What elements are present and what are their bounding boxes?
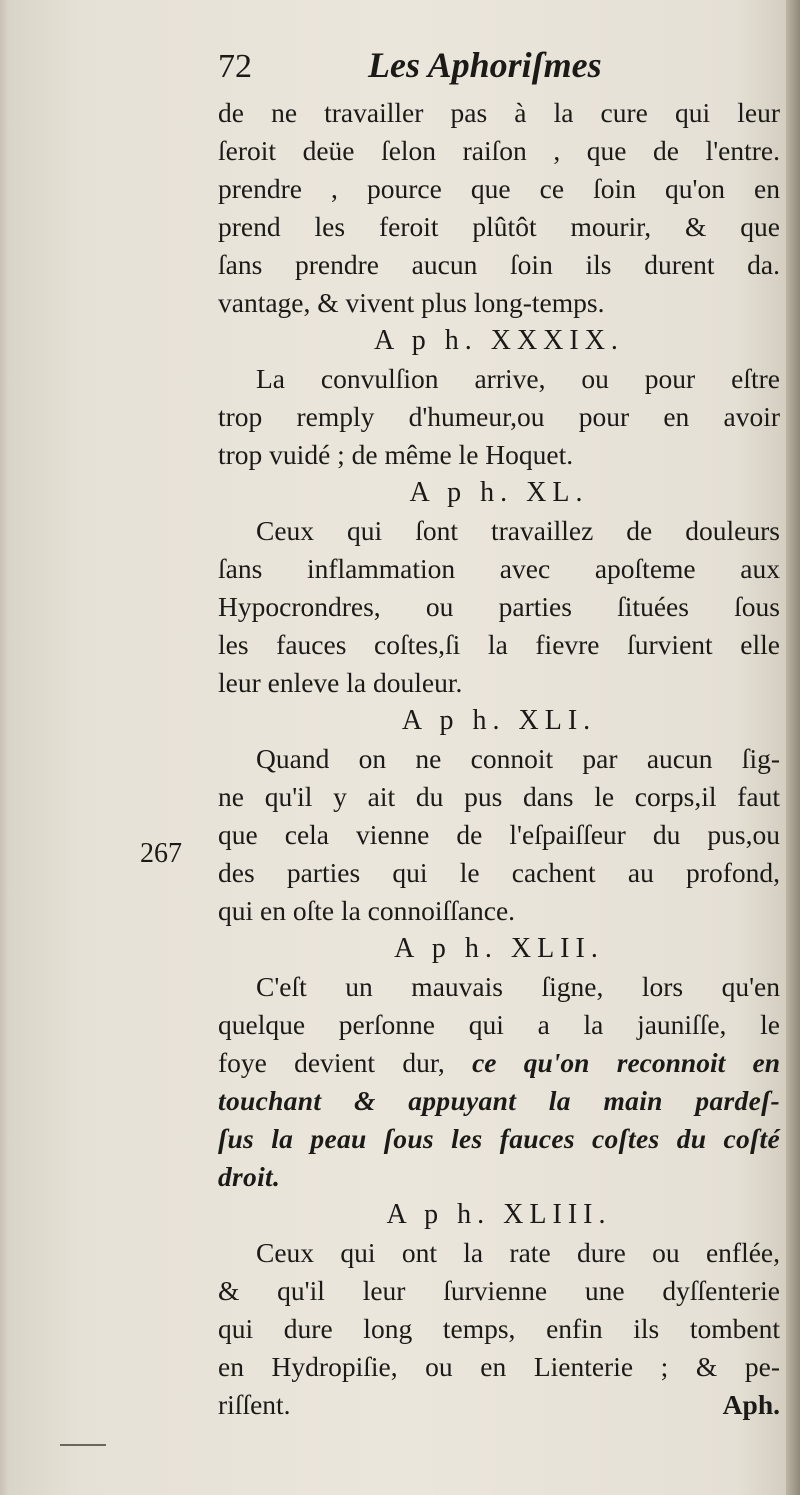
text-line: trop vuidé ; de même le Hoquet.: [218, 439, 574, 470]
text-line: de ne travailler pas à la cure qui leur: [218, 97, 780, 128]
text-line: ſans inflammation avec apoſteme aux: [218, 553, 780, 584]
text-line: ne qu'il y ait du pus dans le corps,il faut: [218, 781, 780, 812]
text-line-italic: ce qu'on reconnoit en: [472, 1047, 780, 1078]
text-line: Quand on ne connoit par aucun ſig-: [256, 743, 780, 774]
text-line: vantage, & vivent plus long-temps.: [218, 287, 605, 318]
text-line: les fauces coſtes,ſi la fievre ſurvient elle: [218, 629, 780, 660]
aphorism-heading: A p h. XLII.: [394, 933, 604, 964]
text-line: ſans prendre aucun ſoin ils durent da.: [218, 249, 780, 280]
text-line: quelque perſonne qui a la jauniſſe, le: [218, 1009, 780, 1040]
text-line: Ceux qui ont la rate dure ou enflée,: [256, 1237, 780, 1268]
text-line-roman: foye devient dur,: [218, 1047, 473, 1078]
text-line: des parties qui le cachent au profond,: [218, 857, 780, 888]
text-line: La convulſion arrive, ou pour eſtre: [256, 363, 780, 394]
aphorism-heading: A p h. XLIII.: [386, 1199, 612, 1230]
text-body: [218, 94, 780, 1424]
catchword: Aph.: [722, 1389, 780, 1420]
text-line: leur enleve la douleur.: [218, 667, 463, 698]
text-line: en Hydropiſie, ou en Lienterie ; & pe-: [218, 1351, 780, 1382]
text-line: prendre , pource que ce ſoin qu'on en: [218, 173, 780, 204]
text-line: touchant & appuyant la main pardeſ-: [218, 1085, 780, 1116]
aphorism-heading: A p h. XLI.: [401, 705, 597, 736]
text-line-content: riſſent.: [218, 1389, 291, 1420]
text-line: que cela vienne de l'eſpaiſſeur du pus,ou: [218, 819, 780, 850]
text-line: & qu'il leur ſurvienne une dyſſenterie: [218, 1275, 780, 1306]
text-line: prend les feroit plûtôt mourir, & que: [218, 211, 780, 242]
aphorism-heading: A p h. XL.: [409, 477, 589, 508]
page-edge-right: [786, 0, 800, 1495]
page-header: [218, 44, 778, 92]
text-line: qui dure long temps, enfin ils tombent: [218, 1313, 780, 1344]
text-line: ſus la peau ſous les fauces coſtes du coſté: [218, 1123, 780, 1154]
text-line: C'eſt un mauvais ſigne, lors qu'en: [256, 971, 780, 1002]
margin-rule: [60, 1444, 106, 1446]
text-line: trop remply d'humeur,ou pour en avoir: [218, 401, 780, 432]
page-edge-left: [0, 0, 10, 1495]
running-title: Les Aphoriſmes: [368, 45, 602, 85]
text-line: Hypocrondres, ou parties ſituées ſous: [218, 591, 780, 622]
text-line: ſeroit deüe ſelon raiſon , que de l'entre.: [218, 135, 780, 166]
page-number: 72: [218, 48, 252, 85]
text-line: [218, 1044, 780, 1082]
text-line: Ceux qui ſont travaillez de douleurs: [256, 515, 780, 546]
text-line: [218, 1386, 780, 1424]
text-line: qui en oſte la connoiſſance.: [218, 895, 516, 926]
text-line: droit.: [218, 1161, 281, 1192]
margin-note: 267: [140, 838, 182, 869]
aphorism-heading: A p h. XXXIX.: [374, 325, 624, 356]
